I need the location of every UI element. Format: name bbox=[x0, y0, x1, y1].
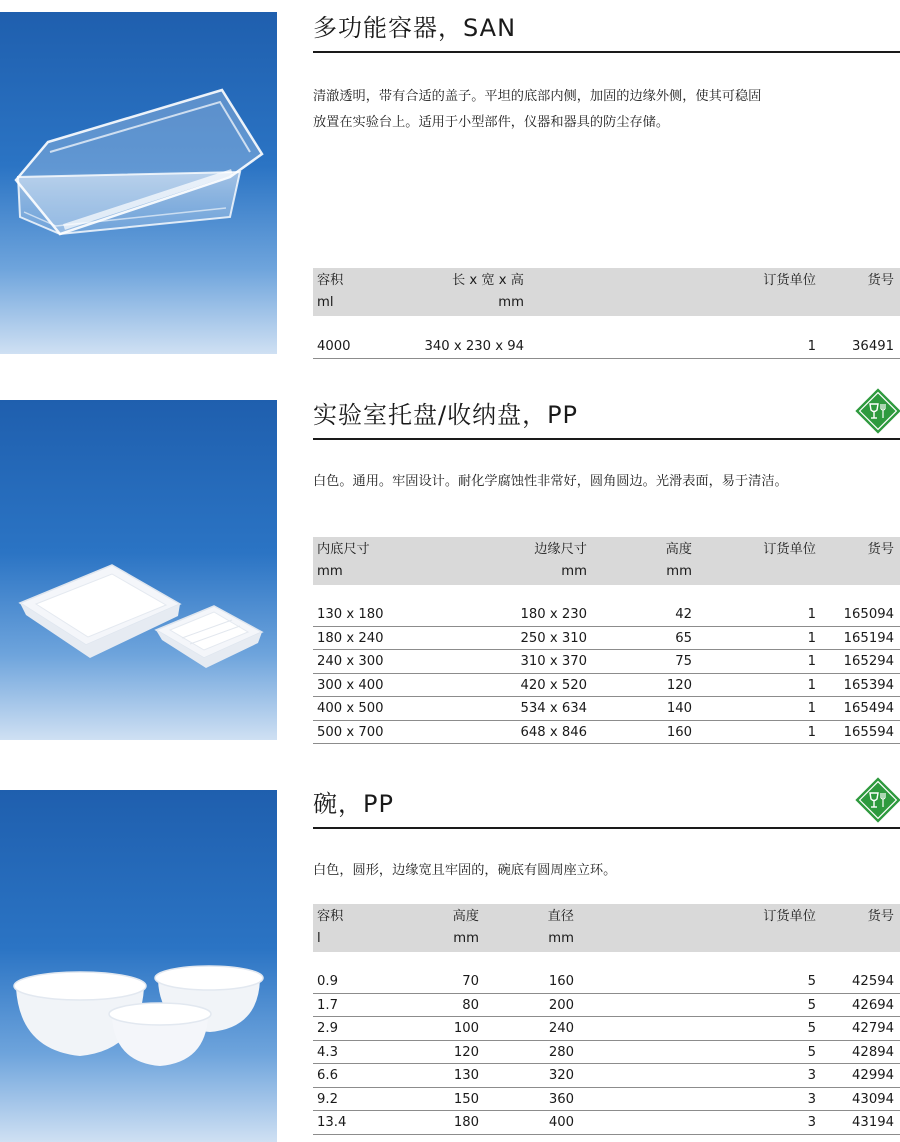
table-cell: 250 x 310 bbox=[520, 630, 587, 646]
table-cell: 75 bbox=[675, 654, 692, 669]
food-safe-glass-fork-icon bbox=[855, 388, 900, 434]
section-title: 碗，PP bbox=[313, 790, 394, 818]
col-header: 订货单位 bbox=[763, 909, 816, 924]
table-cell: 180 x 240 bbox=[317, 630, 384, 646]
table-cell: 42994 bbox=[852, 1068, 894, 1083]
table-cell: 4.3 bbox=[317, 1044, 338, 1060]
table-cell: 1.7 bbox=[317, 997, 338, 1013]
table-cell: 180 bbox=[453, 1115, 479, 1130]
table-cell: 340 x 230 x 94 bbox=[424, 339, 524, 354]
col-header: 订货单位 bbox=[763, 542, 816, 557]
col-header: 容积 bbox=[317, 909, 344, 924]
table-cell: 1 bbox=[807, 339, 816, 354]
table-cell: 3 bbox=[807, 1068, 816, 1083]
table-row bbox=[313, 1064, 900, 1088]
table-cell: 400 bbox=[548, 1115, 574, 1130]
section-description bbox=[313, 469, 788, 495]
product-section-container bbox=[313, 784, 900, 1142]
table-header bbox=[313, 904, 900, 952]
col-header: 高度 bbox=[452, 909, 479, 924]
col-header: 货号 bbox=[867, 542, 894, 557]
trays-illustration bbox=[0, 400, 277, 740]
col-unit: mm bbox=[666, 564, 692, 579]
title-divider bbox=[313, 438, 900, 440]
product-photo-container bbox=[0, 790, 277, 1142]
table-cell: 165494 bbox=[843, 701, 894, 716]
col-unit: ml bbox=[317, 295, 334, 310]
table-cell: 5 bbox=[807, 1021, 816, 1036]
section-title: 多功能容器，SAN bbox=[313, 14, 517, 42]
table-cell: 240 x 300 bbox=[317, 654, 384, 669]
bowls-illustration bbox=[0, 790, 277, 1142]
table-cell: 320 bbox=[548, 1068, 574, 1083]
table-cell: 160 bbox=[666, 724, 692, 740]
table-cell: 310 x 370 bbox=[520, 654, 587, 669]
table-cell: 1 bbox=[807, 654, 816, 669]
col-header: 容积 bbox=[317, 273, 344, 288]
table-cell: 13.4 bbox=[317, 1115, 347, 1130]
clear-container-illustration bbox=[0, 12, 277, 354]
table-row bbox=[313, 603, 900, 627]
table-cell: 240 bbox=[548, 1021, 574, 1036]
table-cell: 1 bbox=[807, 630, 816, 646]
col-unit: mm bbox=[548, 931, 574, 946]
table-cell: 5 bbox=[807, 997, 816, 1013]
table-header bbox=[313, 268, 900, 316]
table-cell: 4000 bbox=[317, 339, 351, 354]
table-cell: 70 bbox=[462, 974, 479, 989]
table-cell: 165394 bbox=[843, 677, 894, 693]
table-row bbox=[313, 697, 900, 721]
table-cell: 42694 bbox=[852, 997, 894, 1013]
col-header: 长 x 宽 x 高 bbox=[452, 273, 524, 288]
table-row bbox=[313, 650, 900, 674]
table-row bbox=[313, 674, 900, 698]
table-cell: 534 x 634 bbox=[520, 701, 587, 716]
table-cell: 1 bbox=[807, 701, 816, 716]
table-cell: 3 bbox=[807, 1091, 816, 1107]
description-line: 放置在实验台上。适用于小型部件，仪器和器具的防尘存储。 bbox=[313, 115, 670, 130]
col-header: 货号 bbox=[867, 909, 894, 924]
col-unit: mm bbox=[453, 931, 479, 946]
col-header: 直径 bbox=[547, 909, 574, 924]
col-unit: mm bbox=[498, 295, 524, 310]
table-cell: 130 x 180 bbox=[317, 607, 384, 622]
table-cell: 165094 bbox=[843, 607, 894, 622]
table-cell: 42894 bbox=[852, 1044, 894, 1060]
table-cell: 3 bbox=[807, 1115, 816, 1130]
col-header: 高度 bbox=[665, 542, 692, 557]
table-cell: 130 bbox=[453, 1068, 479, 1083]
title-divider bbox=[313, 827, 900, 829]
table-cell: 140 bbox=[666, 701, 692, 716]
section-description bbox=[313, 84, 761, 136]
product-section-container bbox=[313, 395, 900, 745]
col-header: 边缘尺寸 bbox=[534, 542, 587, 557]
table-cell: 150 bbox=[453, 1091, 479, 1107]
product-photo-container bbox=[0, 12, 277, 354]
table-cell: 0.9 bbox=[317, 974, 338, 989]
table-cell: 42594 bbox=[852, 974, 894, 989]
col-header: 订货单位 bbox=[763, 273, 816, 288]
table-cell: 9.2 bbox=[317, 1091, 338, 1107]
title-divider bbox=[313, 51, 900, 53]
table-cell: 1 bbox=[807, 677, 816, 693]
col-unit: mm bbox=[561, 564, 587, 579]
table-cell: 5 bbox=[807, 1044, 816, 1060]
table-cell: 5 bbox=[807, 974, 816, 989]
table-row bbox=[313, 627, 900, 651]
section-title: 实验室托盘/收纳盘，PP bbox=[313, 401, 579, 429]
table-header bbox=[313, 537, 900, 585]
table-cell: 1 bbox=[807, 607, 816, 622]
table-row bbox=[313, 1111, 900, 1135]
table-cell: 400 x 500 bbox=[317, 701, 384, 716]
table-cell: 500 x 700 bbox=[317, 724, 384, 740]
col-unit: mm bbox=[317, 564, 343, 579]
table-row bbox=[313, 1041, 900, 1065]
table-cell: 80 bbox=[462, 997, 479, 1013]
table-cell: 160 bbox=[548, 974, 574, 989]
table-cell: 1 bbox=[807, 724, 816, 740]
table-row bbox=[313, 335, 900, 359]
table-cell: 36491 bbox=[852, 339, 894, 354]
table-cell: 420 x 520 bbox=[520, 677, 587, 693]
description-line: 白色，圆形，边缘宽且牢固的，碗底有圆周座立环。 bbox=[313, 863, 617, 878]
product-photo-container bbox=[0, 400, 277, 740]
food-safe-badge bbox=[855, 388, 900, 434]
table-cell: 360 bbox=[548, 1091, 574, 1107]
table-cell: 200 bbox=[548, 997, 574, 1013]
table-cell: 42 bbox=[675, 607, 692, 622]
table-cell: 165194 bbox=[843, 630, 894, 646]
table-cell: 100 bbox=[453, 1021, 479, 1036]
table-row bbox=[313, 721, 900, 745]
description-line: 白色。通用。牢固设计。耐化学腐蚀性非常好，圆角圆边。光滑表面，易于清洁。 bbox=[313, 474, 788, 489]
table-cell: 65 bbox=[675, 630, 692, 646]
table-cell: 43194 bbox=[852, 1115, 894, 1130]
table-cell: 43094 bbox=[852, 1091, 894, 1107]
table-cell: 165594 bbox=[843, 724, 894, 740]
table-cell: 280 bbox=[548, 1044, 574, 1060]
table-row bbox=[313, 994, 900, 1018]
table-cell: 2.9 bbox=[317, 1021, 338, 1036]
table-cell: 180 x 230 bbox=[520, 607, 587, 622]
food-safe-badge bbox=[855, 777, 900, 823]
table-row bbox=[313, 1088, 900, 1112]
table-cell: 165294 bbox=[843, 654, 894, 669]
table-row bbox=[313, 970, 900, 994]
col-header: 货号 bbox=[867, 273, 894, 288]
table-row bbox=[313, 1017, 900, 1041]
col-unit: l bbox=[317, 931, 321, 946]
product-section-container bbox=[313, 8, 900, 360]
table-cell: 120 bbox=[666, 677, 692, 693]
table-cell: 6.6 bbox=[317, 1068, 338, 1083]
table-cell: 120 bbox=[453, 1044, 479, 1060]
description-line: 清澈透明，带有合适的盖子。平坦的底部内侧，加固的边缘外侧，使其可稳固 bbox=[313, 89, 762, 104]
col-header: 内底尺寸 bbox=[317, 542, 370, 557]
section-description bbox=[313, 858, 616, 884]
table-cell: 300 x 400 bbox=[317, 677, 384, 693]
table-cell: 648 x 846 bbox=[520, 724, 587, 740]
table-cell: 42794 bbox=[852, 1021, 894, 1036]
food-safe-glass-fork-icon bbox=[855, 777, 900, 823]
